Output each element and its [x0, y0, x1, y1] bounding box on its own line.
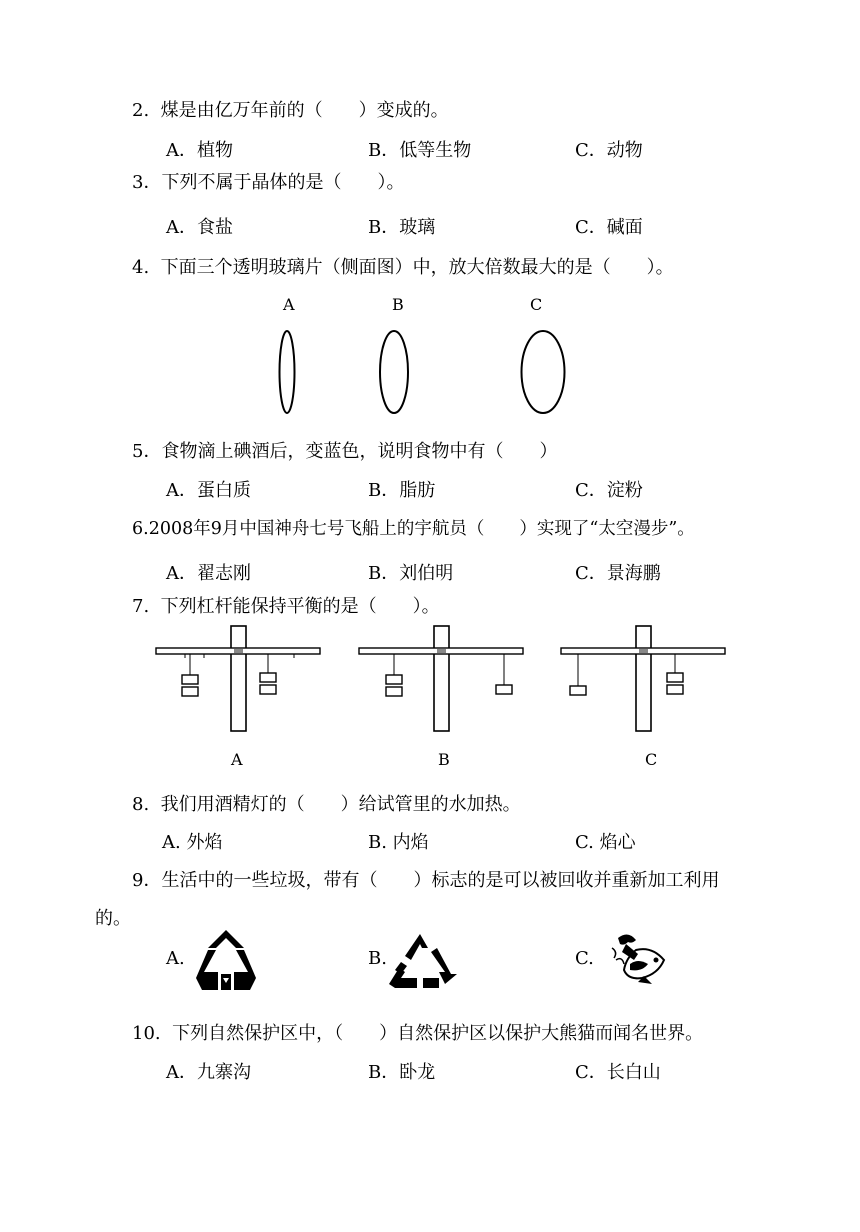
question-text: 食物滴上碘酒后，变蓝色，说明食物中有（ ） — [161, 441, 558, 462]
option-a: A．九寨沟 — [166, 1062, 251, 1083]
lens-b — [380, 331, 408, 413]
option-b: B．脂肪 — [368, 480, 436, 501]
question-7 — [132, 596, 440, 618]
question-number: 6. — [132, 519, 149, 539]
option-c: C．动物 — [575, 140, 643, 161]
question-8 — [132, 794, 521, 816]
lever-figure — [0, 620, 860, 740]
option-c: C．淀粉 — [575, 480, 643, 501]
question-5 — [132, 441, 557, 463]
lens-label-b: B — [392, 295, 404, 314]
option-b: B. — [368, 948, 387, 969]
question-number: 8. — [132, 794, 150, 815]
question-6 — [132, 518, 695, 540]
option-a: A．植物 — [166, 140, 233, 161]
question-9 — [132, 870, 719, 892]
question-text: 下列自然保护区中，（ ）自然保护区以保护大熊猫而闻名世界。 — [172, 1023, 704, 1044]
option-c: C．碱面 — [575, 217, 643, 238]
lever-label-a: A — [231, 750, 243, 769]
lever-label-b: B — [438, 750, 450, 769]
option-b: B. 内焰 — [368, 832, 429, 853]
question-text: 煤是由亿万年前的（ ）变成的。 — [160, 100, 449, 121]
lever-c — [561, 626, 725, 731]
question-number: 4. — [132, 257, 150, 278]
lens-label-c: C — [530, 295, 543, 314]
option-b: B．卧龙 — [368, 1062, 436, 1083]
question-number: 9． — [132, 870, 162, 891]
option-a: A．食盐 — [166, 217, 233, 238]
question-number: 3． — [132, 172, 162, 193]
question-text: 2008年9月中国神舟七号飞船上的宇航员（ ）实现了“太空漫步”。 — [148, 519, 695, 539]
option-c: C. 焰心 — [575, 832, 636, 853]
question-text: 下列杠杆能保持平衡的是（ ）。 — [160, 596, 440, 617]
option-c: C．景海鹏 — [575, 563, 661, 584]
option-b: B．玻璃 — [368, 217, 436, 238]
question-4 — [132, 257, 674, 279]
option-b: B．刘伯明 — [368, 563, 454, 584]
option-b: B．低等生物 — [368, 140, 472, 161]
question-text: 下列不属于晶体的是（ ）。 — [161, 172, 405, 193]
question-text: 生活中的一些垃圾，带有（ ）标志的是可以被回收并重新加工利用 — [161, 870, 720, 891]
question-text: 我们用酒精灯的（ ）给试管里的水加热。 — [160, 794, 521, 815]
option-a: A. — [166, 948, 185, 969]
question-text: 下面三个透明玻璃片（侧面图）中，放大倍数最大的是（ ）。 — [160, 257, 674, 278]
fish-bird-logo-icon — [608, 930, 670, 988]
lever-label-c: C — [645, 750, 658, 769]
option-c: C．长白山 — [575, 1062, 661, 1083]
lever-a — [156, 626, 320, 731]
lever-b — [359, 626, 523, 731]
question-3 — [132, 172, 404, 194]
lens-figure — [0, 320, 860, 460]
option-a: A. 外焰 — [162, 832, 223, 853]
question-number: 7. — [132, 596, 150, 617]
question-number: 10. — [132, 1023, 161, 1044]
lens-a — [280, 331, 295, 413]
recycle-arrows-icon — [194, 928, 258, 992]
question-2 — [132, 100, 449, 122]
option-a: A．蛋白质 — [166, 480, 251, 501]
lens-label-a: A — [283, 295, 295, 314]
question-number: 5． — [132, 441, 162, 462]
question-9-continued: 的。 — [95, 908, 131, 929]
option-c: C. — [575, 948, 594, 969]
lens-c — [522, 331, 565, 413]
option-a: A．翟志刚 — [166, 563, 251, 584]
recycle-dashed-triangle-icon — [387, 932, 453, 992]
question-number: 2. — [132, 100, 150, 121]
question-10 — [132, 1023, 703, 1045]
